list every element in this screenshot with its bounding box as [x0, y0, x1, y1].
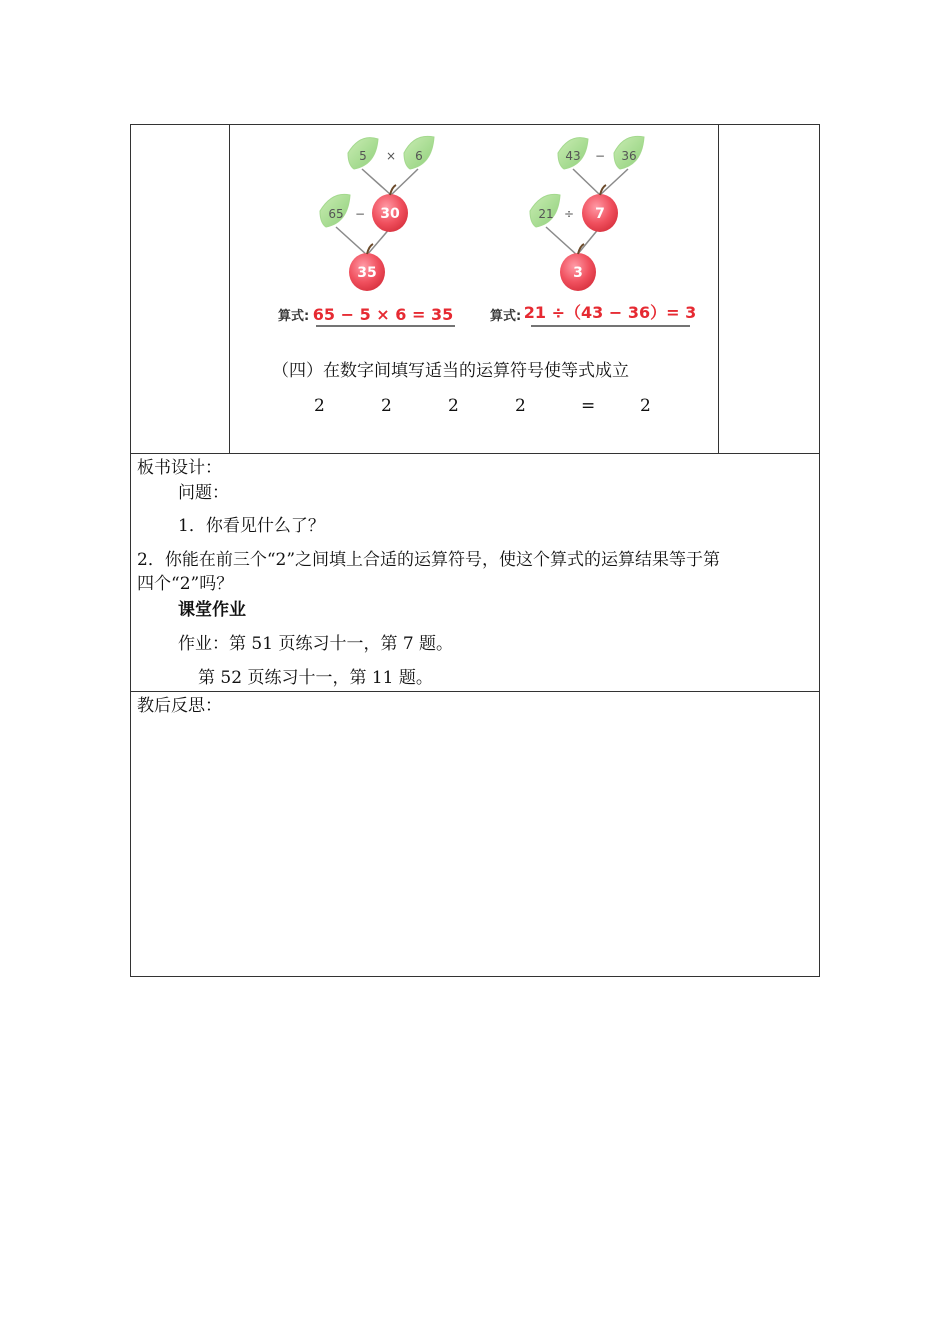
column-divider-right: [718, 125, 719, 453]
left-mid-op: −: [354, 207, 366, 221]
question-2-line-1: 2．你能在前三个“2”之间填上合适的运算符号，使这个算式的运算结果等于第: [137, 550, 721, 570]
right-mid-apple: 7: [595, 206, 605, 222]
expr-term-2: 2: [381, 396, 392, 416]
apple-tree-illustration: [274, 125, 695, 335]
left-tree: [278, 136, 455, 326]
right-formula-label: 算式:: [490, 309, 522, 324]
expr-result: 2: [640, 396, 651, 416]
right-top-leaf-b: 36: [621, 149, 637, 163]
left-formula-label: 算式:: [278, 309, 310, 324]
left-formula: 65 − 5 × 6 = 35: [312, 305, 454, 324]
expr-term-4: 2: [515, 396, 526, 416]
right-formula: 21 ÷（43 − 36）= 3: [523, 303, 695, 322]
right-mid-leaf: 21: [538, 207, 554, 221]
question-1: 1．你看见什么了？: [178, 516, 325, 536]
homework-line-2: 第 52 页练习十一，第 11 题。: [198, 668, 433, 688]
board-heading: 板书设计：: [137, 458, 222, 478]
right-top-leaf-a: 43: [565, 149, 581, 163]
right-tree: [490, 136, 695, 326]
section-four-title: （四）在数字间填写适当的运算符号使等式成立: [272, 361, 629, 381]
left-top-leaf-a: 5: [359, 149, 367, 163]
expr-term-1: 2: [314, 396, 325, 416]
row-divider-1: [131, 453, 819, 454]
left-top-op: ×: [385, 149, 397, 163]
row-divider-2: [131, 691, 819, 692]
left-mid-apple: 30: [380, 206, 400, 222]
left-mid-leaf: 65: [328, 207, 344, 221]
question-label: 问题：: [178, 483, 229, 503]
reflection-heading: 教后反思：: [137, 696, 222, 716]
expr-equals: =: [581, 396, 596, 416]
right-bottom-apple: 3: [573, 265, 583, 281]
right-mid-op: ÷: [563, 207, 575, 221]
question-2-line-2: 四个“2”吗？: [137, 574, 234, 594]
left-top-leaf-b: 6: [415, 149, 423, 163]
right-top-op: −: [594, 149, 606, 163]
homework-title: 课堂作业: [178, 600, 246, 620]
homework-line-1: 作业：第 51 页练习十一，第 7 题。: [178, 634, 454, 654]
expr-term-3: 2: [448, 396, 459, 416]
left-bottom-apple: 35: [357, 265, 377, 281]
column-divider-left: [229, 125, 230, 453]
